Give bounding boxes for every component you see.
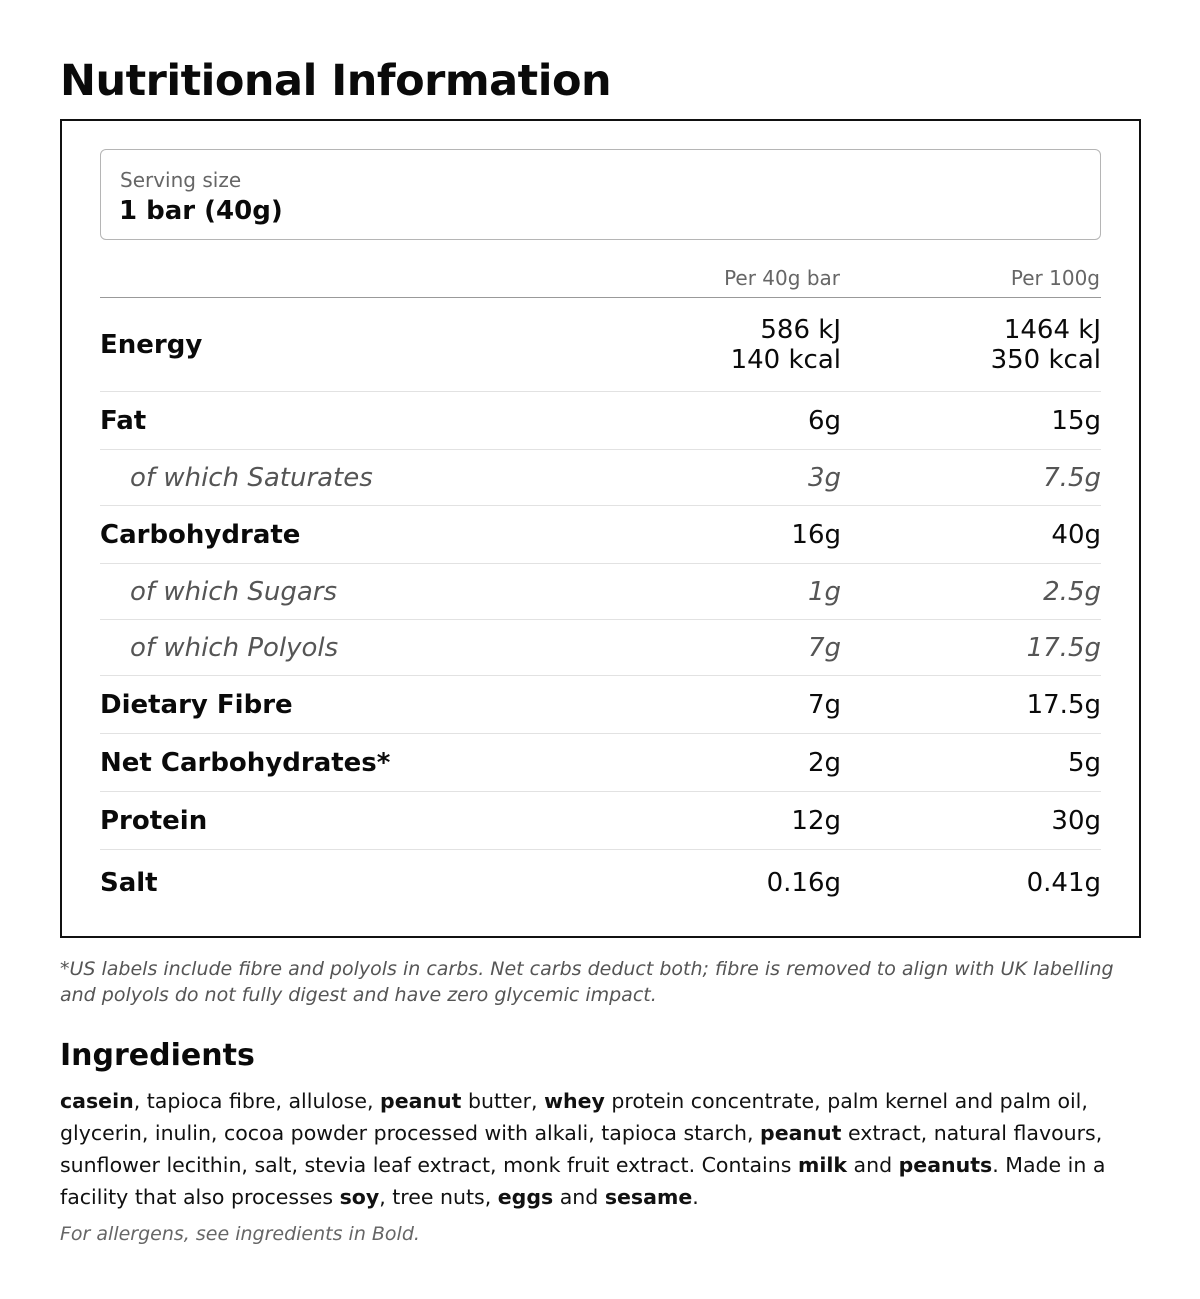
nutrient-name: of which Saturates: [130, 462, 373, 493]
net-carbs-footnote: *US labels include fibre and polyols in carbs. Net carbs deduct both; fibre is removed to align with UK labelling and polyols do not fully digest and have zero glycemic impact.: [60, 958, 1114, 1006]
per-bar-value: [767, 868, 841, 898]
nutrient-name: of which Sugars: [130, 576, 337, 607]
per-bar-value-line: 7g: [807, 689, 841, 720]
per-100g-value: [1027, 633, 1101, 663]
ingredients-title: Ingredients: [60, 1038, 255, 1073]
allergen-ingredient: milk: [797, 1153, 848, 1177]
table-row: [100, 450, 1101, 506]
allergen-ingredient: peanut: [380, 1089, 462, 1113]
ingredient-text: and: [847, 1153, 899, 1177]
serving-size-value: 1 bar (40g): [119, 196, 283, 226]
per-100g-value-line: 17.5g: [1026, 689, 1101, 720]
per-bar-value: [808, 633, 841, 663]
column-header-per-100g: Per 100g: [1010, 266, 1100, 290]
per-100g-value-line: 5g: [1067, 747, 1101, 778]
per-bar-value: [808, 406, 841, 436]
table-row: [100, 298, 1101, 392]
page-title: Nutritional Information: [60, 56, 612, 106]
allergen-ingredient: soy: [339, 1185, 380, 1209]
nutrient-name: Net Carbohydrates*: [100, 747, 391, 778]
per-bar-value-line: 1g: [807, 576, 841, 607]
per-bar-value-line: 0.16g: [766, 868, 841, 898]
per-bar-value: [808, 748, 841, 778]
allergen-note: For allergens, see ingredients in Bold.: [60, 1223, 420, 1245]
per-100g-value: [1043, 577, 1101, 607]
table-row: [100, 392, 1101, 450]
table-row: [100, 676, 1101, 734]
nutrient-name: Energy: [100, 329, 203, 360]
per-100g-value: [1027, 690, 1101, 720]
per-100g-value: [1043, 463, 1101, 493]
ingredient-text: butter,: [461, 1089, 545, 1113]
per-bar-value-line: 3g: [807, 462, 841, 493]
ingredient-text: protein concentrate, palm kernel and palm oil, glycerin, inulin, cocoa powder processed with alkali, tapioca starch,: [60, 1089, 1088, 1145]
ingredient-text: extract, natural flavours, sunflower lecithin, salt, stevia leaf extract, monk fruit extract. Contains: [60, 1121, 1103, 1177]
table-row: [100, 734, 1101, 792]
nutrient-name: Carbohydrate: [100, 519, 301, 550]
per-100g-value: [1051, 406, 1101, 436]
per-100g-value-line: 350 kcal: [990, 344, 1101, 375]
allergen-ingredient: whey: [544, 1089, 605, 1113]
per-100g-value-line: 7.5g: [1043, 462, 1101, 493]
per-bar-value: [791, 520, 841, 550]
ingredient-text: and: [553, 1185, 605, 1209]
per-bar-value: [791, 806, 841, 836]
per-100g-value: [1051, 806, 1101, 836]
per-100g-value-line: 0.41g: [1026, 868, 1101, 898]
nutrient-name: of which Polyols: [130, 632, 339, 663]
nutrient-name: Fat: [100, 405, 147, 436]
nutrition-table-panel: [60, 119, 1141, 938]
nutrient-name: Dietary Fibre: [100, 689, 293, 720]
ingredient-text: .: [692, 1185, 699, 1209]
per-100g-value-line: 30g: [1051, 805, 1101, 836]
nutrition-rows: [100, 298, 1101, 916]
allergen-ingredient: sesame: [604, 1185, 693, 1209]
table-row: [100, 620, 1101, 676]
allergen-ingredient: casein: [60, 1089, 134, 1113]
per-bar-value: [808, 690, 841, 720]
table-row: [100, 564, 1101, 620]
per-100g-value: [1027, 868, 1101, 898]
per-bar-value-line: 6g: [807, 405, 841, 436]
per-100g-value: [1068, 748, 1101, 778]
ingredient-text: . Made in a facility that also processes: [60, 1153, 1106, 1209]
serving-size-label: Serving size: [120, 168, 242, 192]
per-100g-value: [991, 315, 1101, 375]
per-bar-value-line: 16g: [791, 519, 841, 550]
per-bar-value-line: 2g: [807, 747, 841, 778]
per-100g-value-line: 15g: [1051, 405, 1101, 436]
nutrient-name: Salt: [100, 868, 158, 898]
ingredient-text: , tapioca fibre, allulose,: [133, 1089, 381, 1113]
column-header-per-bar: Per 40g bar: [724, 266, 840, 290]
per-bar-value: [808, 463, 841, 493]
allergen-ingredient: peanuts: [898, 1153, 993, 1177]
per-100g-value-line: 17.5g: [1026, 632, 1101, 663]
allergen-ingredient: eggs: [497, 1185, 554, 1209]
per-100g-value-line: 1464 kJ: [1003, 314, 1101, 345]
allergen-ingredient: peanut: [760, 1121, 842, 1145]
per-100g-value-line: 2.5g: [1043, 576, 1101, 607]
ingredients-text: [60, 1085, 1145, 1213]
ingredient-text: , tree nuts,: [379, 1185, 498, 1209]
table-row: [100, 506, 1101, 564]
per-bar-value-line: 12g: [791, 805, 841, 836]
per-bar-value: [731, 315, 841, 375]
serving-size-box: [100, 149, 1101, 240]
per-bar-value-line: 586 kJ: [760, 314, 841, 345]
per-100g-value-line: 40g: [1051, 519, 1101, 550]
per-bar-value-line: 7g: [807, 632, 841, 663]
per-bar-value-line: 140 kcal: [730, 344, 841, 375]
table-row: [100, 792, 1101, 850]
per-bar-value: [808, 577, 841, 607]
per-100g-value: [1051, 520, 1101, 550]
nutrient-name: Protein: [100, 805, 208, 836]
table-row: [100, 850, 1101, 916]
